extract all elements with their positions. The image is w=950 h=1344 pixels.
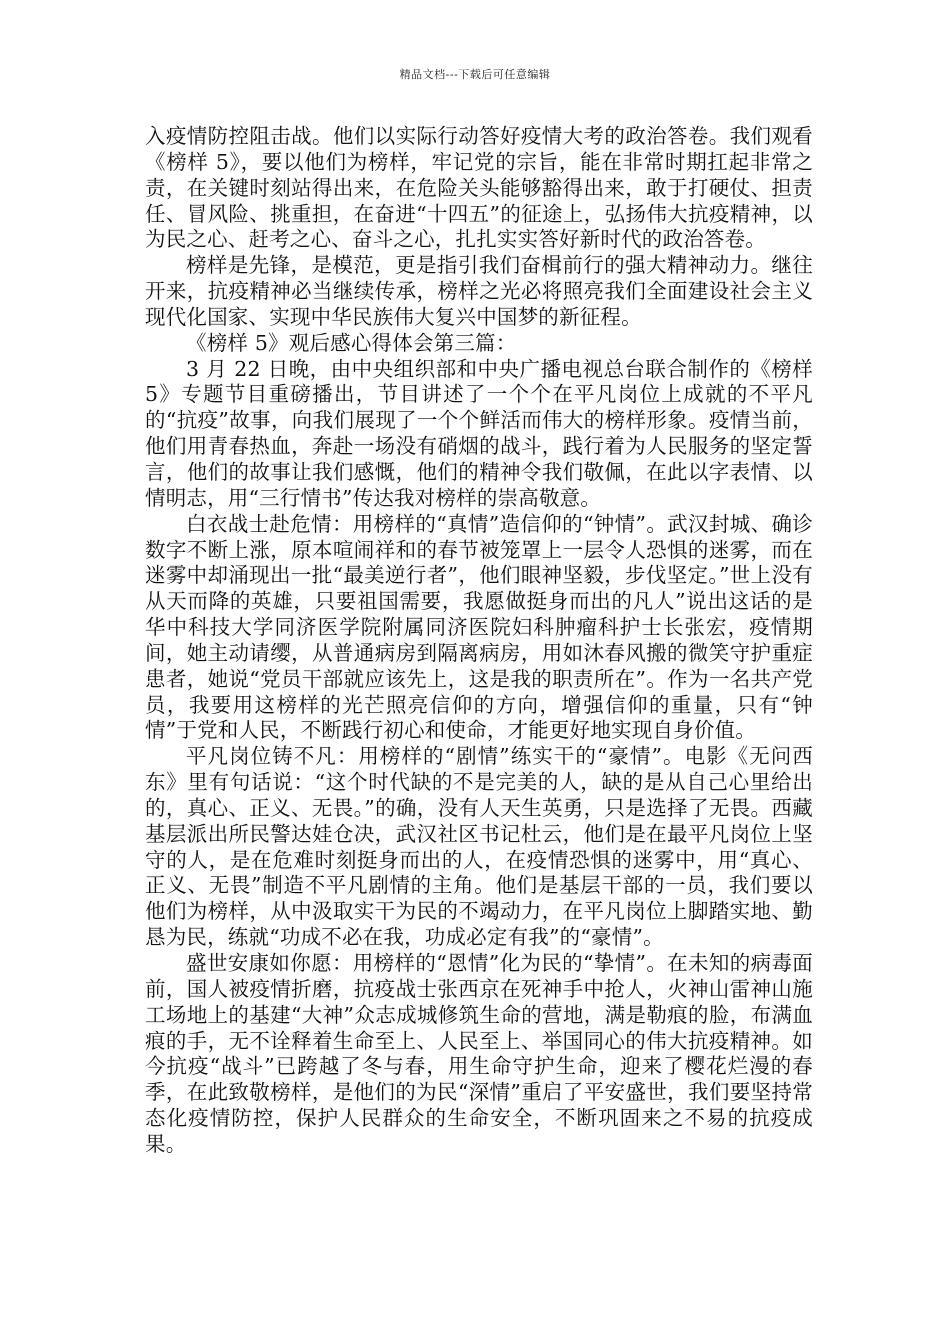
document-body: [145, 124, 813, 1158]
paragraph-5: 平凡岗位铸不凡：用榜样的“剧情”练实干的“豪情”。电影《无问西东》里有句话说：“这个时代缺的不是完美的人，缺的是从自己心里给出的，真心、正义、无畏。”的确，没有人天生英勇，只是选择了无畏。西藏基层派出所民警达娃仓决，武汉社区书记杜云，他们是在最平凡岗位上坚守的人，是在危难时刻挺身而出的人，在疫情恐惧的迷雾中，用“真心、正义、无畏”制造不平凡剧情的主角。他们是基层干部的一员，我们要以他们为榜样，从中汲取实干为民的不竭动力，在平凡岗位上脚踏实地、勤恳为民，练就“功成不必在我，功成必定有我”的“豪情”。: [145, 744, 813, 950]
page-header: 精品文档---下载后可任意编辑: [399, 68, 551, 81]
section-heading: 《榜样 5》观后感心得体会第三篇：: [186, 330, 517, 355]
paragraph-1: 入疫情防控阻击战。他们以实际行动答好疫情大考的政治答卷。我们观看《榜样 5》，要以他们为榜样，牢记党的宗旨，能在非常时期扛起非常之责，在关键时刻站得出来，在危险关头能够豁得出来，敢于打硬仗、担责任、冒风险、挑重担，在奋进“十四五”的征途上，弘扬伟大抗疫精神，以为民之心、赶考之心、奋斗之心，扎扎实实答好新时代的政治答卷。: [145, 124, 813, 252]
paragraph-2: 榜样是先锋，是模范，更是指引我们奋楫前行的强大精神动力。继往开来，抗疫精神必当继续传承，榜样之光必将照亮我们全面建设社会主义现代化国家、实现中华民族伟大复兴中国梦的新征程。: [145, 253, 813, 329]
paragraph-3: 3 月 22 日晚，由中央组织部和中央广播电视总台联合制作的《榜样 5》专题节目重磅播出，节目讲述了一个个在平凡岗位上成就的不平凡的“抗疫”故事，向我们展现了一个个鲜活而伟大的榜样形象。疫情当前，他们用青春热血，奔赴一场没有硝烟的战斗，践行着为人民服务的坚定誓言，他们的故事让我们感慨，他们的精神令我们敬佩，在此以字表情、以情明志，用“三行情书”传达我对榜样的崇高敬意。: [145, 356, 813, 510]
paragraph-6: 盛世安康如你愿：用榜样的“恩情”化为民的“挚情”。在未知的病毒面前，国人被疫情折磨，抗疫战士张西京在死神手中抢人，火神山雷神山施工场地上的基建“大神”众志成城修筑生命的营地，满是勒痕的脸，布满血痕的手，无不诠释着生命至上、人民至上、举国同心的伟大抗疫精神。如今抗疫“战斗”已跨越了冬与春，用生命守护生命，迎来了樱花烂漫的春季，在此致敬榜样，是他们的为民“深情”重启了平安盛世，我们要坚持常态化疫情防控，保护人民群众的生命安全，不断巩固来之不易的抗疫成果。: [145, 951, 813, 1156]
paragraph-4: 白衣战士赴危情：用榜样的“真情”造信仰的“钟情”。武汉封城、确诊数字不断上涨，原本喧闹祥和的春节被笼罩上一层令人恐惧的迷雾，而在迷雾中却涌现出一批“最美逆行者”，他们眼神坚毅，步伐坚定。”世上没有从天而降的英雄，只要祖国需要，我愿做挺身而出的凡人”说出这话的是华中科技大学同济医学院附属同济医院妇科肿瘤科护士长张宏，疫情期间，她主动请缨，从普通病房到隔离病房，用如沐春风搬的微笑守护重症患者，她说“党员干部就应该先上，这是我的职责所在”。作为一名共产党员，我要用这榜样的光芒照亮信仰的方向，增强信仰的重量，只有“钟情”于党和人民，不断践行初心和使命，才能更好地实现自身价值。: [145, 511, 813, 743]
